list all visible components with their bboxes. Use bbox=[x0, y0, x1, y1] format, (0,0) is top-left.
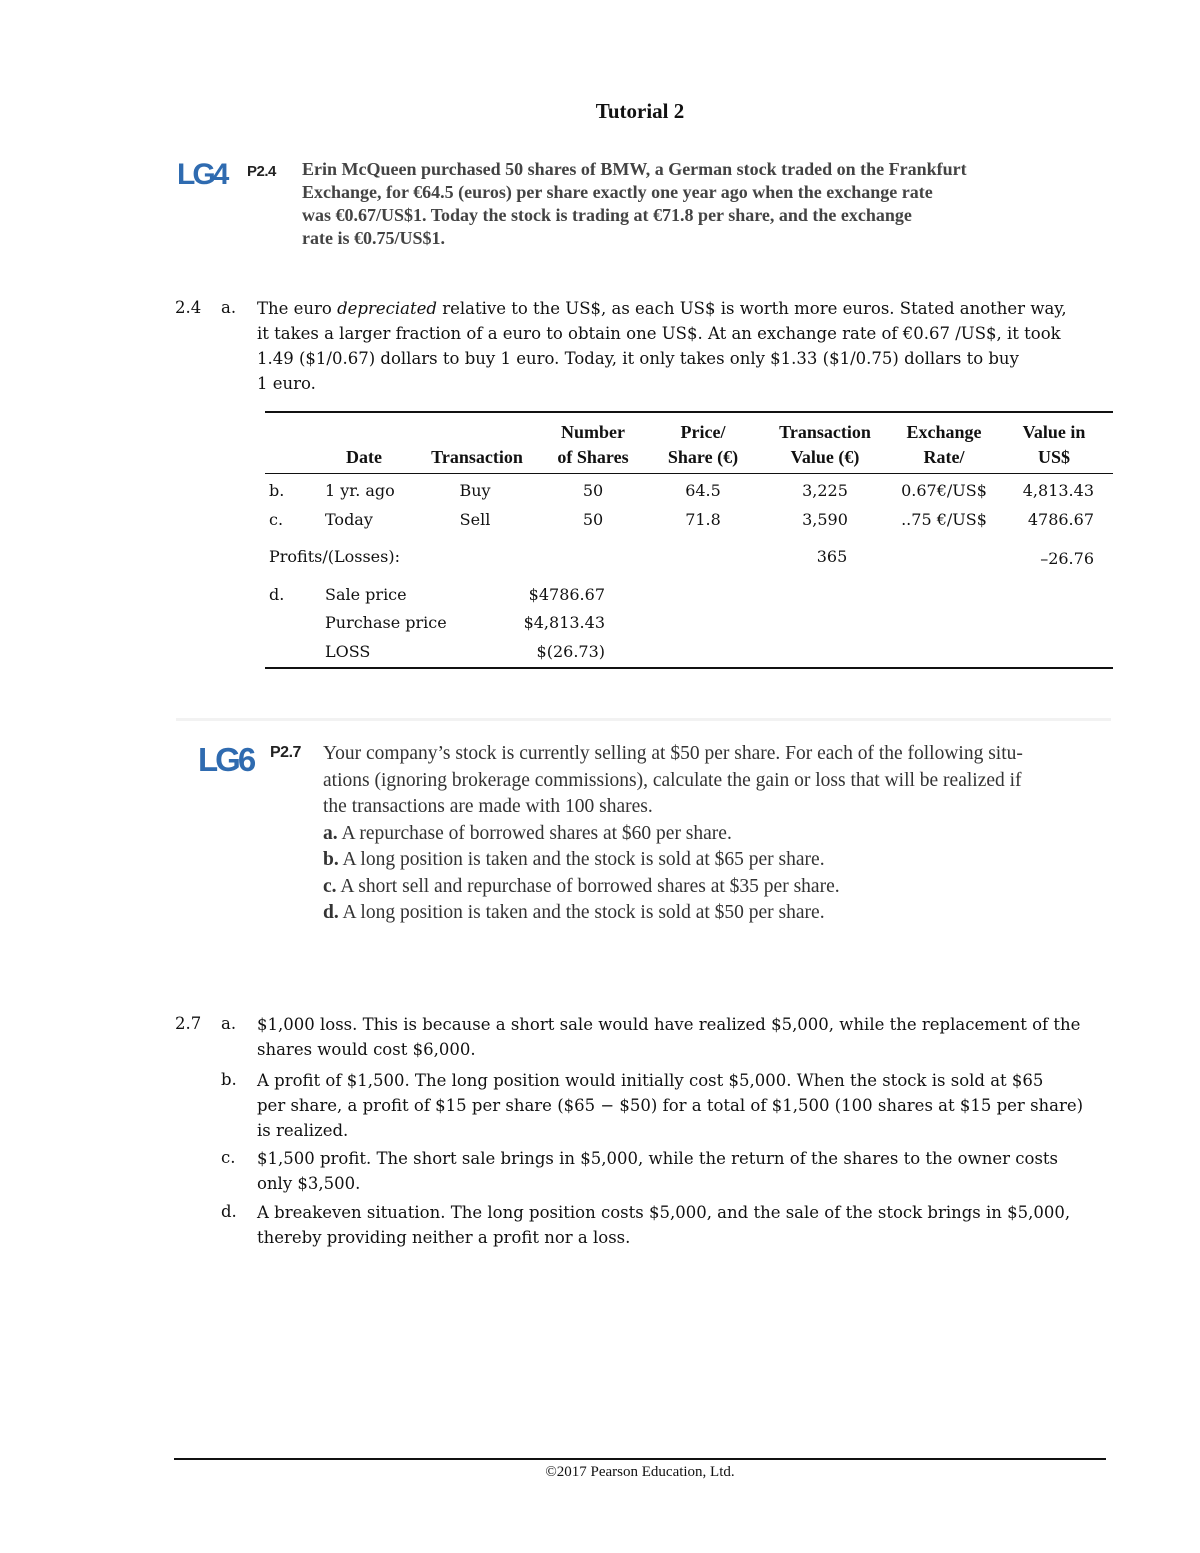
profits-usd: –26.76 bbox=[1040, 549, 1094, 568]
table-top-rule bbox=[265, 411, 1113, 413]
loss-label: LOSS bbox=[325, 642, 371, 661]
cell-price: 71.8 bbox=[685, 510, 721, 529]
header-value: Transaction Value (€) bbox=[779, 422, 871, 467]
cell-shares: 50 bbox=[582, 481, 604, 500]
footer-rule bbox=[174, 1458, 1106, 1460]
answer-paragraph: $1,500 profit. The short sale brings in $5,000, while the return of the shares to the owner costs only $3,500. bbox=[257, 1149, 1059, 1193]
loss-amount: $(26.73) bbox=[536, 642, 605, 661]
row-label: b. bbox=[269, 481, 285, 500]
profits-value: 365 bbox=[816, 547, 848, 566]
problem-line: Erin McQueen purchased 50 shares of BMW, a German stock traded on the Frankfurt bbox=[302, 159, 967, 179]
row-label: d. bbox=[269, 585, 285, 604]
sale-price-amount: $4786.67 bbox=[528, 585, 605, 604]
answer-line: The euro depreciated relative to the US$, as each US$ is worth more euros. Stated another way, bbox=[257, 299, 1067, 318]
header-transaction: Transaction bbox=[431, 447, 523, 467]
answer-paragraph: A breakeven situation. The long position costs $5,000, and the sale of the stock brings in $5,000, thereby providing neither a profit nor a loss. bbox=[257, 1203, 1071, 1247]
problem-number: P2.7 bbox=[270, 744, 301, 761]
cell-value: 3,225 bbox=[802, 481, 848, 500]
answer-line: 1.49 ($1/0.67) dollars to buy 1 euro. Today, it only takes only $1.33 ($1/0.75) dollars to buy bbox=[257, 349, 1019, 368]
problem-line: rate is €0.75/US$1. bbox=[302, 228, 445, 248]
cell-transaction: Buy bbox=[459, 481, 491, 500]
answer-paragraph: A profit of $1,500. The long position would initially cost $5,000. When the stock is sold at $65 per share, a profit of $15 per share ($65 − $50) for a total of $1,500 (100 shares at $15 per share) is realized. bbox=[257, 1071, 1084, 1140]
cell-transaction: Sell bbox=[459, 510, 491, 529]
cell-date: Today bbox=[325, 510, 373, 529]
divider bbox=[176, 718, 1111, 721]
problem-item: c. A short sell and repurchase of borrowed shares at $35 per share. bbox=[323, 875, 840, 897]
answer-number: 2.7 bbox=[175, 1014, 202, 1033]
row-label: c. bbox=[269, 510, 284, 529]
answer-label: a. bbox=[221, 298, 237, 317]
answer-label: b. bbox=[221, 1070, 237, 1089]
problem-line: Exchange, for €64.5 (euros) per share exactly one year ago when the exchange rate bbox=[302, 182, 933, 202]
problem-line: Your company’s stock is currently selling at $50 per share. For each of the following situ- bbox=[323, 743, 1023, 764]
problem-statement bbox=[323, 741, 1098, 927]
problem-item: b. A long position is taken and the stock is sold at $65 per share. bbox=[323, 849, 825, 870]
cell-usd: 4786.67 bbox=[1027, 510, 1094, 529]
answer-line: 1 euro. bbox=[257, 374, 316, 393]
problem-item: d. A long position is taken and the stock is sold at $50 per share. bbox=[323, 902, 825, 923]
page-title: Tutorial 2 bbox=[595, 99, 685, 123]
cell-date: 1 yr. ago bbox=[325, 481, 395, 500]
answer-number: 2.4 bbox=[175, 298, 202, 317]
problem-line: was €0.67/US$1. Today the stock is trading at €71.8 per share, and the exchange bbox=[302, 205, 912, 225]
purchase-price-label: Purchase price bbox=[325, 613, 447, 632]
problem-line: the transactions are made with 100 shares. bbox=[323, 796, 653, 817]
cell-price: 64.5 bbox=[685, 481, 721, 500]
answer-label: d. bbox=[221, 1202, 237, 1221]
footer-copyright: ©2017 Pearson Education, Ltd. bbox=[545, 1464, 735, 1480]
header-usd: Value in US$ bbox=[1022, 422, 1086, 467]
problem-line: ations (ignoring brokerage commissions), calculate the gain or loss that will be realized if bbox=[323, 769, 1022, 791]
cell-shares: 50 bbox=[582, 510, 604, 529]
learning-goal-badge: LG6 bbox=[198, 741, 254, 778]
profits-label: Profits/(Losses): bbox=[269, 547, 400, 566]
table-header-rule bbox=[265, 473, 1113, 474]
answer-label: c. bbox=[221, 1148, 236, 1167]
purchase-price-amount: $4,813.43 bbox=[523, 613, 605, 632]
table-bottom-rule bbox=[265, 667, 1113, 669]
header-price: Price/ Share (€) bbox=[667, 422, 739, 467]
cell-value: 3,590 bbox=[802, 510, 848, 529]
cell-rate: ..75 €/US$ bbox=[901, 510, 987, 529]
answer-paragraph bbox=[257, 296, 1117, 396]
problem-item: a. A repurchase of borrowed shares at $60 per share. bbox=[323, 822, 732, 844]
header-rate: Exchange Rate/ bbox=[906, 422, 982, 467]
answer-line: it takes a larger fraction of a euro to obtain one US$. At an exchange rate of €0.67 /US$, it took bbox=[257, 324, 1061, 343]
header-shares: Number of Shares bbox=[557, 422, 629, 467]
cell-usd: 4,813.43 bbox=[1022, 481, 1094, 500]
answer-paragraph: $1,000 loss. This is because a short sale would have realized $5,000, while the replacement of the shares would cost $6,000. bbox=[257, 1015, 1081, 1059]
answer-label: a. bbox=[221, 1014, 237, 1033]
sale-price-label: Sale price bbox=[325, 585, 407, 604]
emphasis-text: depreciated bbox=[337, 299, 437, 318]
cell-rate: 0.67€/US$ bbox=[901, 481, 987, 500]
problem-statement bbox=[302, 158, 1062, 250]
problem-number: P2.4 bbox=[247, 163, 276, 180]
learning-goal-badge: LG4 bbox=[177, 158, 227, 191]
header-date: Date bbox=[346, 447, 382, 467]
